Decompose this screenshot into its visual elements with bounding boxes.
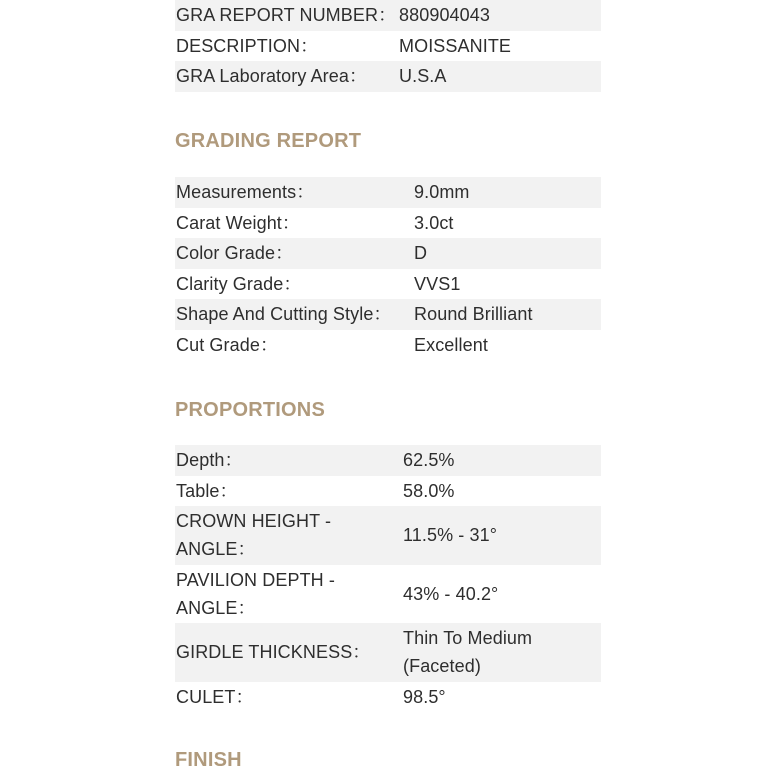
row-value: 43% - 40.2° xyxy=(403,583,499,604)
row-value: Excellent xyxy=(414,334,488,355)
table-row xyxy=(175,208,601,239)
table-row xyxy=(175,506,601,565)
table-row xyxy=(175,565,601,624)
row-value: Thin To Medium (Faceted) xyxy=(402,623,601,682)
row-label: GRA Laboratory Area： xyxy=(175,61,398,92)
table-row xyxy=(175,476,601,507)
row-value: 62.5% xyxy=(402,445,601,476)
row-value: 11.5% - 31° xyxy=(402,506,601,565)
row-label: Clarity Grade： xyxy=(176,273,302,294)
row-value: 98.5° xyxy=(403,686,446,707)
row-value: D xyxy=(413,238,601,269)
row-label: Color Grade： xyxy=(175,238,413,269)
row-value: 58.0% xyxy=(403,480,455,501)
row-label: Table： xyxy=(176,480,238,501)
grading-report-table xyxy=(175,177,601,360)
row-label: Cut Grade： xyxy=(176,334,279,355)
table-row xyxy=(175,330,601,361)
table-row xyxy=(175,269,601,300)
row-label: DESCRIPTION： xyxy=(176,35,319,56)
table-row xyxy=(175,445,601,476)
row-value: VVS1 xyxy=(414,273,461,294)
finish-heading: FINISH xyxy=(175,749,242,771)
report-info-table xyxy=(175,0,601,92)
row-value: 9.0mm xyxy=(413,177,601,208)
row-value: 3.0ct xyxy=(414,212,454,233)
row-label: GIRDLE THICKNESS： xyxy=(175,623,402,682)
row-value: 880904043 xyxy=(398,0,601,31)
row-value: MOISSANITE xyxy=(399,35,512,56)
table-row xyxy=(175,61,601,92)
row-label: CROWN HEIGHT - ANGLE： xyxy=(175,506,402,565)
row-label: CULET： xyxy=(176,686,254,707)
row-label: Depth： xyxy=(175,445,402,476)
row-value: Round Brilliant xyxy=(413,299,601,330)
table-row xyxy=(175,238,601,269)
table-row xyxy=(175,31,601,62)
row-label: Shape And Cutting Style： xyxy=(175,299,413,330)
row-label: Carat Weight： xyxy=(176,212,301,233)
table-row xyxy=(175,299,601,330)
row-label: PAVILION DEPTH - ANGLE： xyxy=(176,569,335,618)
proportions-heading: PROPORTIONS xyxy=(175,399,325,421)
table-row xyxy=(175,682,601,713)
proportions-table xyxy=(175,445,601,712)
table-row xyxy=(175,0,601,31)
row-label: Measurements： xyxy=(175,177,413,208)
row-value: U.S.A xyxy=(398,61,601,92)
table-row xyxy=(175,623,601,682)
table-row xyxy=(175,177,601,208)
row-label: GRA REPORT NUMBER： xyxy=(175,0,398,31)
grading-report-heading: GRADING REPORT xyxy=(175,130,362,152)
